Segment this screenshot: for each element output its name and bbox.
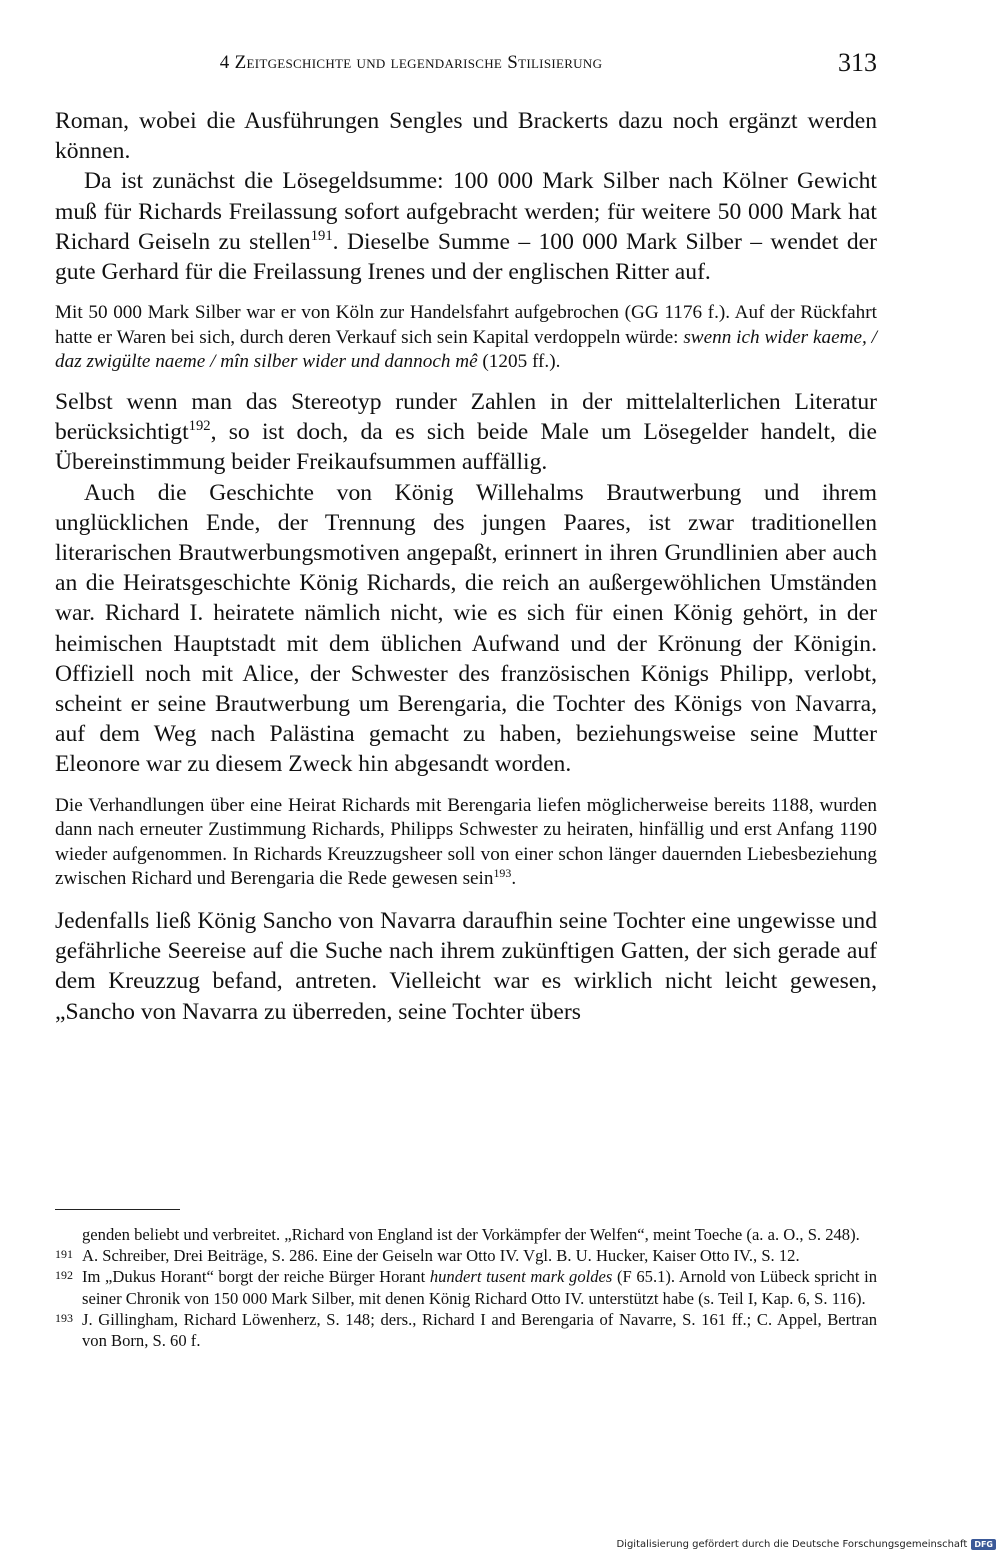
page-number: 313	[838, 48, 877, 77]
footnote-193: 193 J. Gillingham, Richard Löwenherz, S. 148; ders., Richard I and Berengaria of Navarre, S. 161 ff.; C. Appel, Bertran von Born, S. 60 f.	[55, 1309, 877, 1351]
footnote-number: 191	[55, 1247, 73, 1262]
footnotes	[55, 1209, 877, 1351]
footnote-number: 193	[55, 1310, 73, 1325]
footnote-ref-191[interactable]: 191	[310, 228, 333, 245]
footnote-191: 191 A. Schreiber, Drei Beiträge, S. 286. Eine der Geiseln war Otto IV. Vgl. B. U. Hucker, Kaiser Otto IV., S. 12.	[55, 1246, 800, 1266]
paragraph-2: Da ist zunächst die Lösegeldsumme: 100 000 Mark Silber nach Kölner Gewicht muß für Richards Freilassung sofort aufgebracht werden; für weitere 50 000 Mark hat Richard Geiseln zu stellen$^{191}$. Dieselbe Summe – 100 000 Mark Silber – wendet der gute Gerhard für die Freilassung Irenes und der englischen Ritter auf.	[55, 168, 877, 286]
paragraph-1: Roman, wobei die Ausführungen Sengles und Brackerts dazu noch ergänzt werden können.	[55, 108, 877, 165]
footnote-continuation: genden beliebt und verbreitet. „Richard von England ist der Vorkämpfer der Welfen“, meint Toeche (a. a. O., S. 248).	[82, 1225, 860, 1244]
footnote-192: 192 Im „Dukus Horant“ borgt der reiche Bürger Horant hundert tusent mark goldes (F 65.1). Arnold von Lübeck spricht in seiner Chronik von 150 000 Mark Silber, mit denen König Richard Otto IV. unterstützt habe (s. Teil I, Kap. 6, S. 116).	[55, 1267, 877, 1308]
footnote-ref-192[interactable]: 192	[188, 418, 211, 435]
footnote-divider	[55, 1209, 180, 1210]
paragraph-4: Auch die Geschichte von König Willehalms Brautwerbung und ihrem unglücklichen Ende, der Trennung des jungen Paares, ist zwar traditionellen literarischen Brautwerbungsmotiven angepaßt, erinnert in ihren Grundlinien aber auch an die Heiratsgeschichte König Richards, die reich an außergewöhlichen Umständen war. Richard I. heiratete nämlich nicht, wie es sich für einen König gehört, in der heimischen Hauptstadt mit dem üblichen Aufwand und der Krönung der Königin. Offiziell noch mit Alice, der Schwester des französischen Königs Philipp, verlobt, scheint er seine Brautwerbung um Berengaria, die Tochter des Königs von Navarra, auf dem Weg nach Palästina gemacht zu haben, beziehungsweise seine Mutter Eleonore war zu diesem Zweck hin abgesandt worden.	[55, 479, 877, 778]
digitization-credit	[616, 1539, 996, 1550]
main-text	[55, 106, 877, 1027]
footnote-ref-193[interactable]: 193	[493, 866, 512, 881]
paragraph-5: Jedenfalls ließ König Sancho von Navarra daraufhin seine Tochter eine ungewisse und gefährliche Seereise auf die Suche nach ihrem zukünftigen Gatten, der sich gerade auf dem Kreuzzug befand, antreten. Vielleicht war es wirklich nicht leicht gewesen, „Sancho von Navarra zu überreden, seine Tochter übers	[55, 908, 877, 1025]
dfg-logo-icon: DFG	[971, 1539, 996, 1550]
credit-text: Digitalisierung gefördert durch die Deutsche Forschungsgemeinschaft	[616, 1539, 968, 1550]
footnote-number: 192	[55, 1268, 73, 1283]
running-header	[55, 48, 877, 84]
paragraph-3: Selbst wenn man das Stereotyp runder Zahlen in der mittelalterlichen Literatur berücksichtigt$^{192}$, so ist doch, da es sich beide Male um Lösegelder handelt, die Übereinstimmung beider Freikaufsummen auffällig.	[55, 389, 877, 476]
running-head-title: 4 Zeitgeschichte und legendarische Stilisierung	[219, 52, 603, 73]
block-quote-2: Die Verhandlungen über eine Heirat Richards mit Berengaria liefen möglicherweise bereits 1188, wurden dann nach erneuter Zustimmung Richards, Philipps Schwester zu heiraten, hinfällig und erst Anfang 1190 wieder aufgenommen. In Richards Kreuzzugsheer soll von einer schon länger dauernden Liebesbeziehung zwischen Richard und Berengaria die Rede gewesen sein$^{193}$.	[55, 794, 877, 890]
block-quote-1: Mit 50 000 Mark Silber war er von Köln zur Handelsfahrt aufgebrochen (GG 1176 f.). Auf der Rückfahrt hatte er Waren bei sich, durch deren Verkauf sich sein Kapital verdoppeln würde: swenn ich wider kaeme, / daz zwigülte naeme / mîn silber wider und dannoch mê (1205 ff.).	[55, 302, 877, 373]
